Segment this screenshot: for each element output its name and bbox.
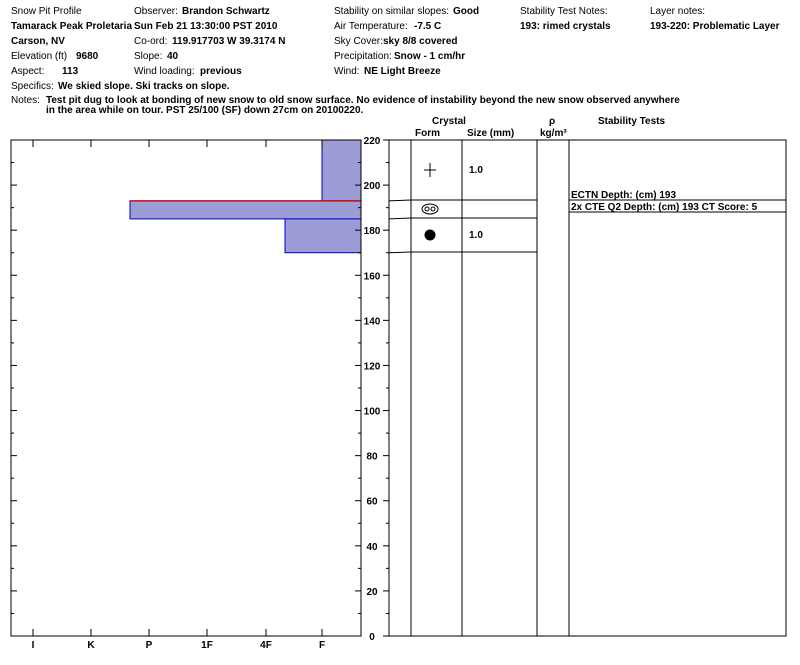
depth-tick-label: 140 xyxy=(363,316,381,328)
air-temp-label: Air Temperature: xyxy=(334,21,408,32)
pit-profile-title: Snow Pit Profile xyxy=(11,6,82,17)
layer-table-frame xyxy=(389,140,786,636)
hardness-layer-bar xyxy=(130,201,361,219)
crystal-size-value: 1.0 xyxy=(469,230,483,241)
coord-value: 119.917703 W 39.3174 N xyxy=(172,36,286,47)
notes-line-2: in the area while on tour. PST 25/100 (SF) down 27cm on 20100220. xyxy=(46,105,364,116)
wind-value: NE Light Breeze xyxy=(364,66,441,77)
depth-tick-label: 0 xyxy=(369,632,375,643)
hardness-layer-bar xyxy=(322,140,361,201)
rimed-dot-right xyxy=(431,207,435,211)
rimed-outline xyxy=(422,204,438,214)
notes-label: Notes: xyxy=(11,95,40,106)
observation-datetime: Sun Feb 21 13:30:00 PST 2010 xyxy=(134,21,278,32)
observer-label: Observer: xyxy=(134,6,178,17)
stability-label: Stability on similar slopes: xyxy=(334,6,450,17)
slope-label: Slope: xyxy=(134,51,163,62)
depth-tick-label: 120 xyxy=(363,361,381,373)
depth-tick-label: 40 xyxy=(366,541,378,553)
wind-label: Wind: xyxy=(334,66,360,77)
coord-label: Co-ord: xyxy=(134,36,168,47)
aspect-value: 113 xyxy=(62,66,79,77)
precip-value: Snow - 1 cm/hr xyxy=(394,51,466,62)
stability-test-notes-value: 193: rimed crystals xyxy=(520,21,611,32)
depth-tick-label: 60 xyxy=(366,496,378,508)
plus-icon xyxy=(424,163,436,177)
sky-value: sky 8/8 covered xyxy=(383,36,458,47)
depth-tick-label: 100 xyxy=(363,406,381,418)
depth-tick-label: 220 xyxy=(363,136,381,147)
depth-tick-label: 20 xyxy=(366,586,378,598)
stability-test-notes-label: Stability Test Notes: xyxy=(520,6,608,17)
layer-notes-label: Layer notes: xyxy=(650,6,706,17)
observer-value: Brandon Schwartz xyxy=(182,6,270,17)
elevation-label: Elevation (ft) xyxy=(11,51,68,62)
rimed-crystal-icon xyxy=(422,204,438,214)
wind-loading-label: Wind loading: xyxy=(134,66,195,77)
precip-label: Precipitation: xyxy=(334,51,392,62)
specifics-value: We skied slope. Ski tracks on slope. xyxy=(58,81,230,92)
crystal-size-value: 1.0 xyxy=(469,165,483,176)
aspect-label: Aspect: xyxy=(11,66,45,77)
layer-connector xyxy=(389,218,411,219)
sky-label: Sky Cover: xyxy=(334,36,383,47)
hardness-tick-label: P xyxy=(145,640,153,651)
slope-value: 40 xyxy=(167,51,179,62)
hardness-tick-label: I xyxy=(31,640,35,651)
hardness-tick-label: K xyxy=(87,640,95,651)
region: Carson, NV xyxy=(11,36,65,47)
specifics-label: Specifics: xyxy=(11,81,54,92)
depth-tick-label: 200 xyxy=(363,181,381,193)
notes-line-1: Test pit dug to look at bonding of new snow to old snow surface. No evidence of instability beyond the new snow observed anywhere xyxy=(46,95,680,106)
depth-tick-label: 160 xyxy=(363,271,381,283)
location: Tamarack Peak Proletaria xyxy=(11,21,133,32)
hardness-tick-label: 4F xyxy=(260,640,272,651)
rimed-dot-left xyxy=(425,207,429,211)
elevation-value: 9680 xyxy=(76,51,99,62)
layer-connector xyxy=(389,200,411,201)
hardness-layer-bar xyxy=(285,219,361,253)
filled-circle-icon xyxy=(425,230,436,241)
stability-test-result: ECTN Depth: (cm) 193 xyxy=(571,190,677,201)
size-header: Size (mm) xyxy=(467,128,515,139)
stability-tests-header: Stability Tests xyxy=(598,116,666,127)
air-temp-value: -7.5 C xyxy=(414,21,442,32)
density-symbol: ρ xyxy=(549,116,556,127)
hardness-tick-label: F xyxy=(318,640,326,651)
stability-value: Good xyxy=(453,6,480,17)
hardness-tick-label: 1F xyxy=(201,640,213,651)
wind-loading-value: previous xyxy=(200,66,242,77)
layer-connector xyxy=(389,252,411,253)
stability-test-result: 2x CTE Q2 Depth: (cm) 193 CT Score: 5 xyxy=(571,202,758,213)
depth-tick-label: 180 xyxy=(363,226,381,238)
depth-tick-label: 80 xyxy=(366,451,378,463)
crystal-header: Crystal xyxy=(432,116,466,127)
layer-notes-value: 193-220: Problematic Layer xyxy=(650,21,780,32)
form-header: Form xyxy=(415,128,440,139)
filled-circle-dot xyxy=(425,230,436,241)
density-unit: kg/m³ xyxy=(540,128,567,139)
